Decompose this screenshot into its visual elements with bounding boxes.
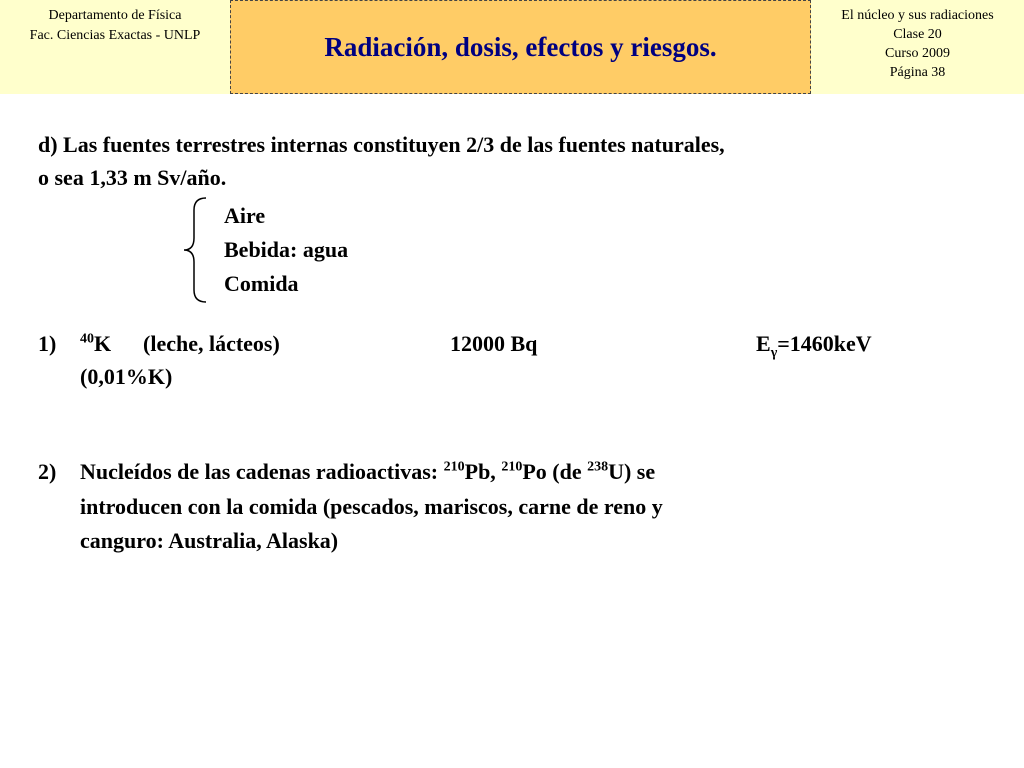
item-2-line-2: introducen con la comida (pescados, mariscos, carne de reno y [80, 494, 663, 519]
pb-mass-number: 210 [443, 459, 465, 475]
slide-title: Radiación, dosis, efectos y riesgos. [324, 31, 717, 62]
item-1-isotope [80, 331, 111, 357]
energy-value: =1460keV [777, 331, 872, 356]
source-item-food: Comida [224, 271, 299, 296]
item-1-abundance: (0,01%K) [80, 364, 173, 389]
header-department-box [0, 0, 230, 94]
isotope-mass-number: 40 [80, 331, 94, 347]
course-topic: El núcleo y sus radiaciones [841, 8, 994, 23]
intro-line-1: d) Las fuentes terrestres internas constituyen 2/3 de las fuentes naturales, [38, 132, 725, 157]
intro-line-2: o sea 1,33 m Sv/año. [38, 165, 227, 190]
po-mass-number: 210 [501, 459, 523, 475]
energy-symbol: E [756, 331, 771, 356]
item-2-number: 2) [38, 459, 57, 484]
source-item-air: Aire [224, 203, 266, 228]
class-number: Clase 20 [893, 27, 942, 42]
header-course-box [811, 0, 1024, 94]
isotope-symbol: K [94, 331, 112, 356]
energy-subscript: γ [770, 345, 778, 361]
item-2-line-1: Nucleídos de las cadenas radioactivas: $^{210}$Pb, $^{210}$Po (de $^{238}$U) se [80, 459, 656, 484]
item-1-description: (leche, lácteos) [143, 331, 280, 356]
department-name: Departamento de Física [48, 8, 182, 23]
item-1-energy [756, 331, 872, 361]
u-mass-number: 238 [587, 459, 609, 475]
header-title-box [230, 0, 811, 94]
curly-brace [180, 196, 210, 304]
faculty-name: Fac. Ciencias Exactas - UNLP [29, 28, 201, 43]
course-year: Curso 2009 [885, 46, 950, 61]
item-2-line-3: canguro: Australia, Alaska) [80, 528, 339, 553]
page-number: Página 38 [889, 65, 946, 80]
item-1-activity: 12000 Bq [450, 331, 538, 356]
item-1-number: 1) [38, 331, 57, 356]
source-item-drink: Bebida: agua [224, 237, 349, 262]
